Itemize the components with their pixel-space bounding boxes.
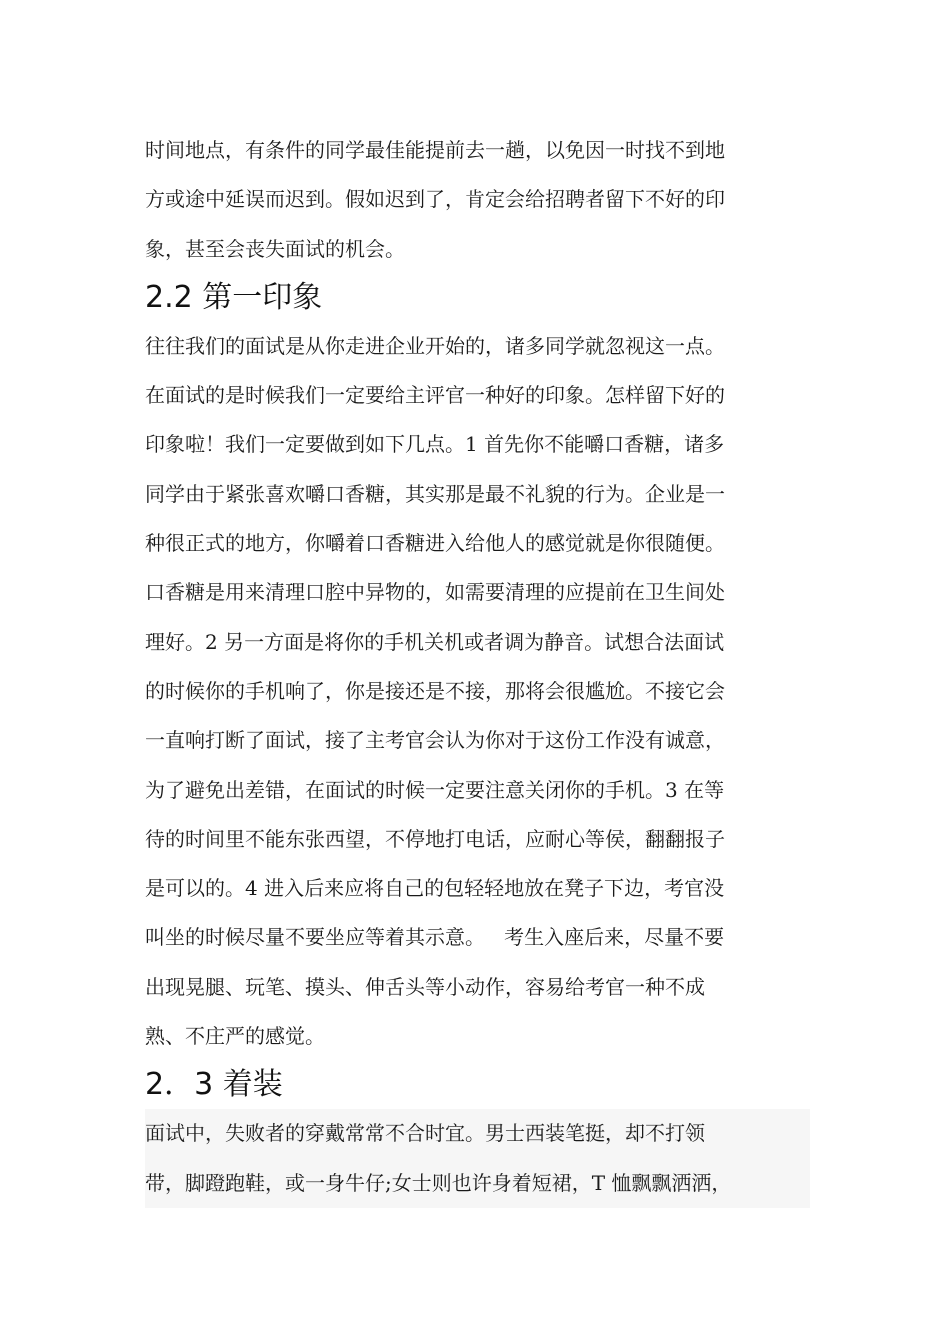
paragraph-line: 是可以的。4 进入后来应将自己的包轻轻地放在凳子下边，考官没	[145, 876, 725, 901]
dress-paragraph	[145, 1109, 810, 1208]
intro-paragraph	[145, 126, 810, 274]
paragraph-line: 时间地点，有条件的同学最佳能提前去一趟，以免因一时找不到地	[145, 138, 725, 162]
section-heading-dress: 2．3 着装	[145, 1067, 283, 1103]
paragraph-line: 的时候你的手机响了，你是接还是不接，那将会很尴尬。不接它会	[145, 678, 725, 703]
paragraph-line: 带，脚蹬跑鞋，或一身牛仔;女士则也许身着短裙，T 恤飘飘洒洒，	[145, 1170, 732, 1195]
paragraph-line: 待的时间里不能东张西望，不停地打电话，应耐心等侯，翻翻报子	[145, 826, 725, 851]
paragraph-line: 象，甚至会丧失面试的机会。	[145, 236, 405, 261]
paragraph-line: 在面试的是时候我们一定要给主评官一种好的印象。怎样留下好的	[145, 383, 725, 408]
paragraph-line: 一直响打断了面试，接了主考官会认为你对于这份工作没有诚意，	[145, 728, 725, 753]
paragraph-line: 面试中，失败者的穿戴常常不合时宜。男士西装笔挺，却不打领	[145, 1121, 705, 1146]
paragraph-line: 往往我们的面试是从你走进企业开始的，诸多同学就忽视这一点。	[145, 333, 725, 358]
section-heading-first-impression: 2.2 第一印象	[145, 279, 323, 315]
paragraph-line: 方或途中延误而迟到。假如迟到了，肯定会给招聘者留下不好的印	[145, 187, 725, 212]
paragraph-line: 口香糖是用来清理口腔中异物的，如需要清理的应提前在卫生间处	[145, 580, 725, 605]
paragraph-line: 出现晃腿、玩笔、摸头、伸舌头等小动作，容易给考官一种不成	[145, 974, 705, 999]
paragraph-line: 种很正式的地方，你嚼着口香糖进入给他人的感觉就是你很随便。	[145, 531, 725, 556]
first-impression-paragraph	[145, 322, 810, 1061]
paragraph-line: 熟、不庄严的感觉。	[145, 1024, 325, 1049]
paragraph-line: 为了避免出差错，在面试的时候一定要注意关闭你的手机。3 在等	[145, 777, 725, 802]
paragraph-line: 叫坐的时候尽量不要坐应等着其示意。 考生入座后来，尽量不要	[145, 925, 725, 950]
paragraph-line: 理好。2 另一方面是将你的手机关机或者调为静音。试想合法面试	[145, 629, 725, 654]
paragraph-line: 印象啦！我们一定要做到如下几点。1 首先你不能嚼口香糖，诸多	[145, 432, 725, 457]
paragraph-line: 同学由于紧张喜欢嚼口香糖，其实那是最不礼貌的行为。企业是一	[145, 481, 725, 506]
document-page	[145, 126, 810, 1208]
